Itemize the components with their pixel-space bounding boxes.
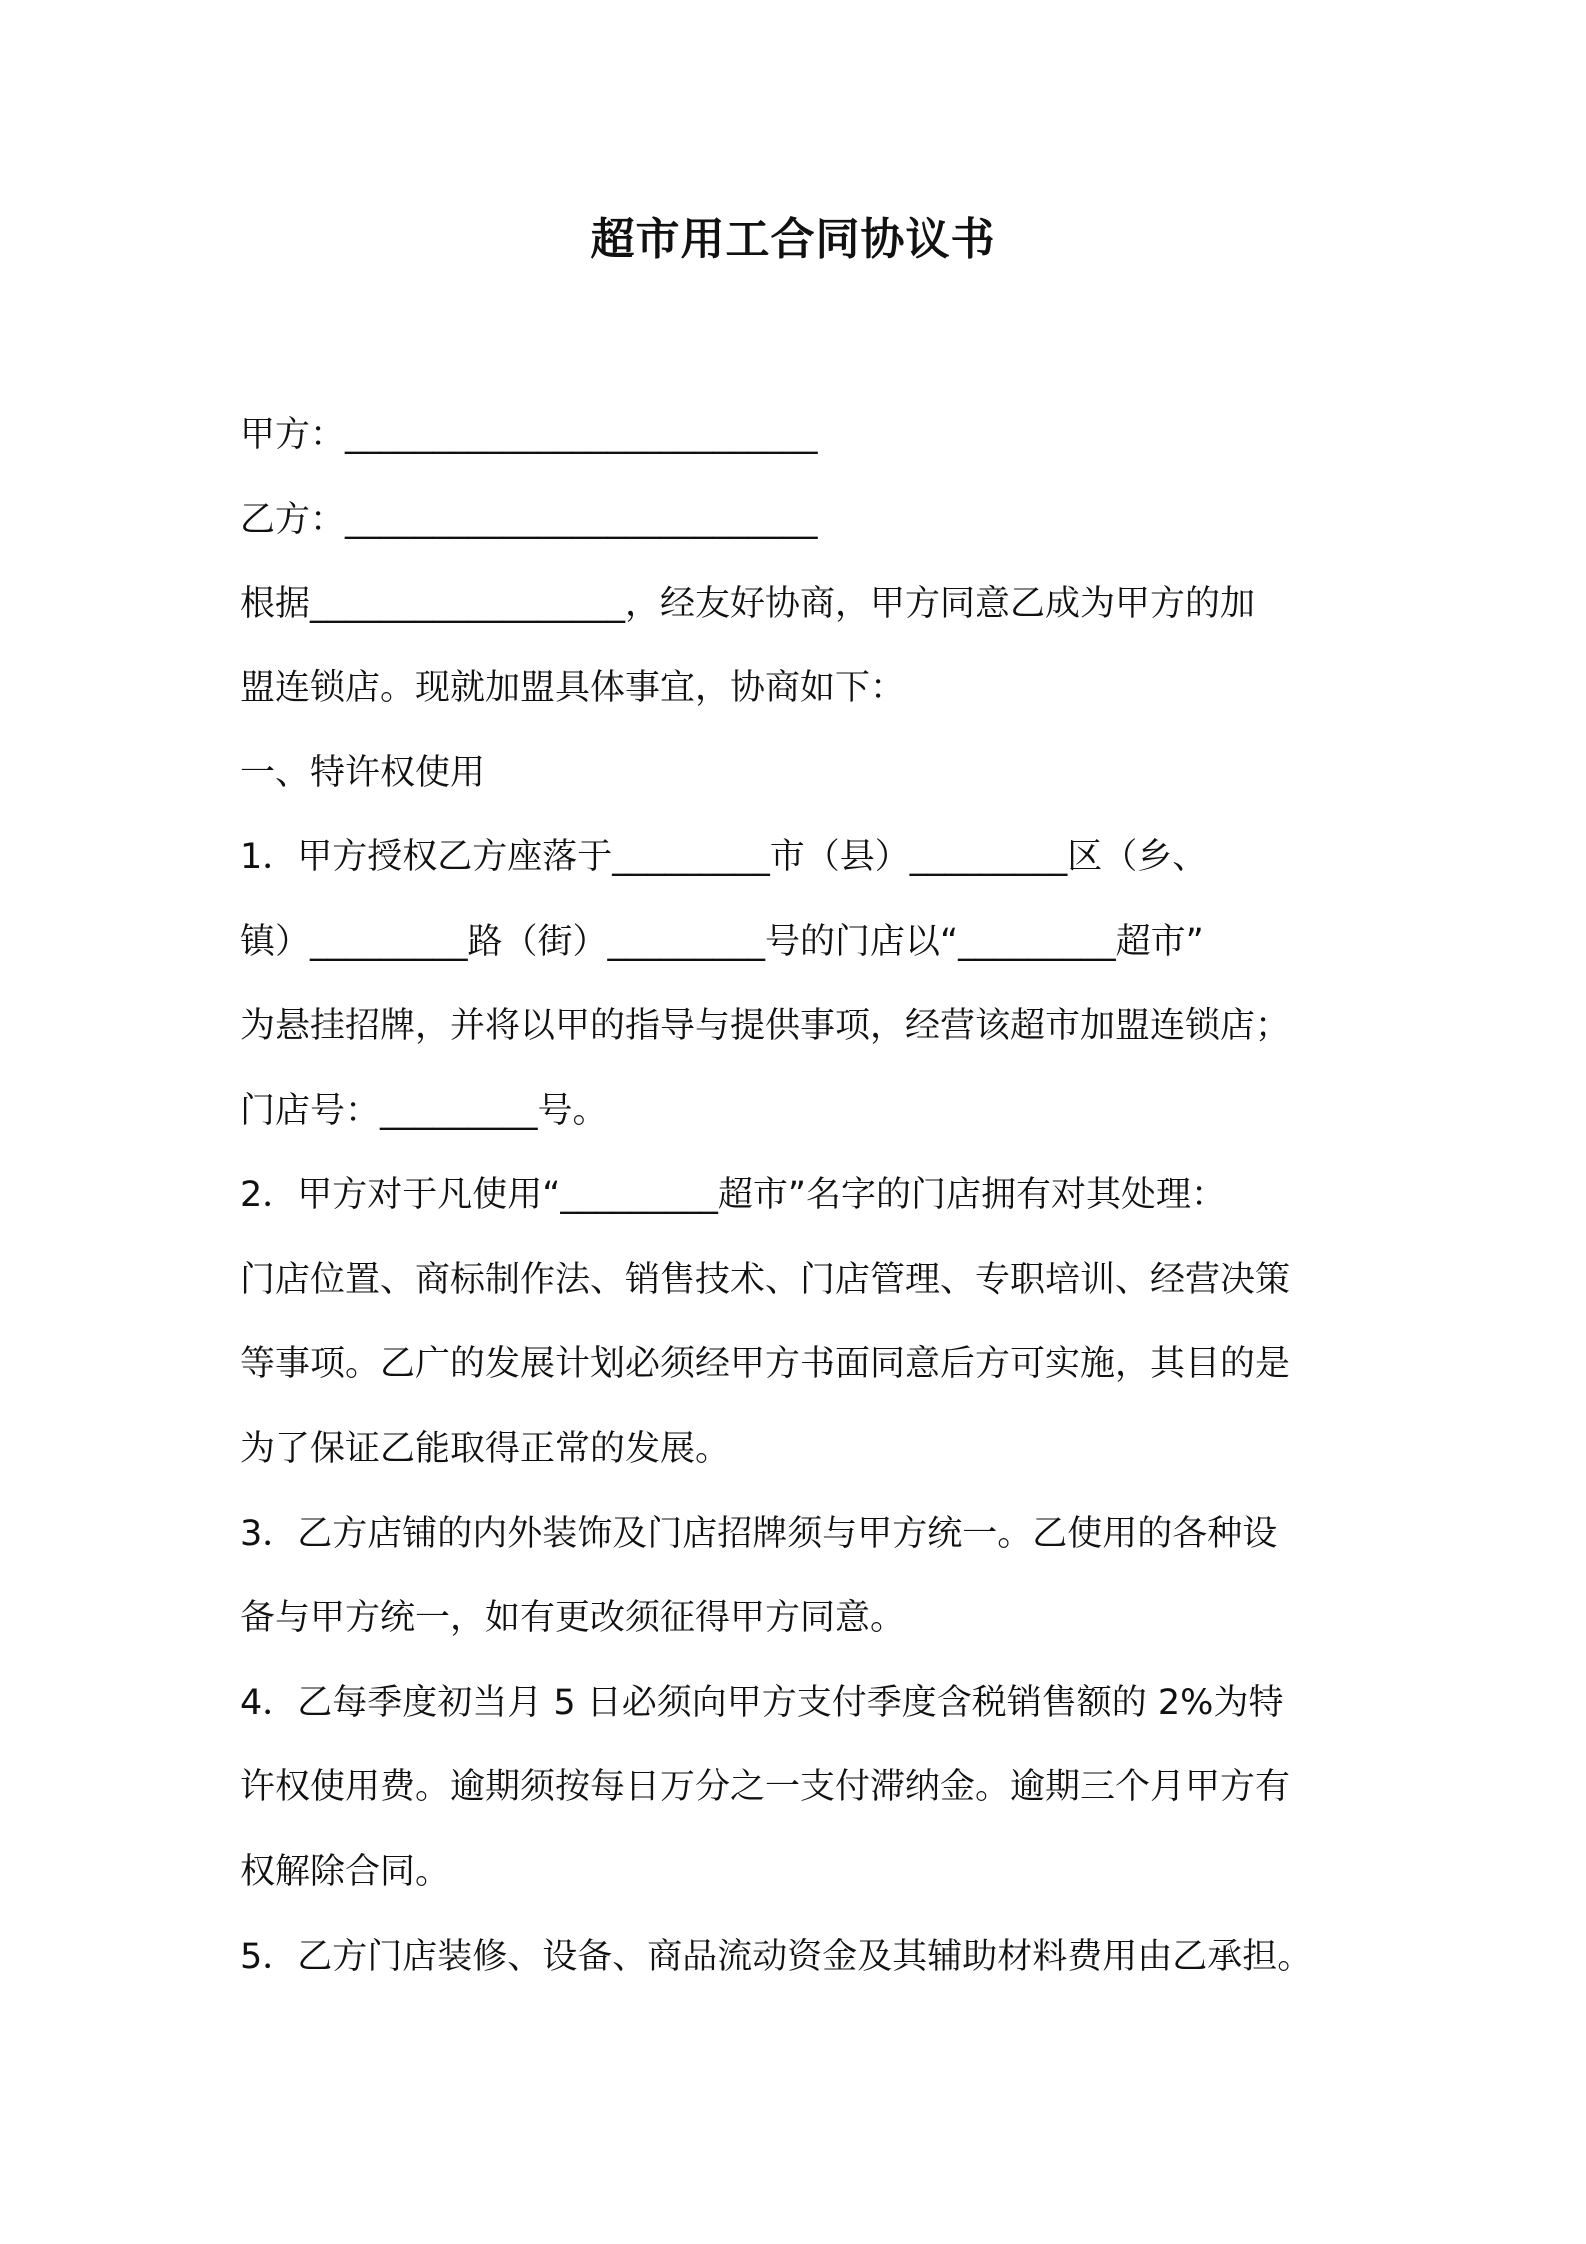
clause-3-line-1: 3．乙方店铺的内外装饰及门店招牌须与甲方统一。乙使用的各种设 <box>240 1514 1278 1554</box>
clause-1-line-1: 1．甲方授权乙方座落于_________市（县）_________区（乡、 <box>240 837 1208 877</box>
clause-4-line-3: 权解除合同。 <box>240 1852 451 1892</box>
clause-4-line-1: 4．乙每季度初当月 5 日必须向甲方支付季度含税销售额的 2%为特 <box>240 1683 1284 1723</box>
clause-2-line-1: 2．甲方对于凡使用“_________超市”名字的门店拥有对其处理： <box>240 1175 1227 1215</box>
clause-2-line-2: 门店位置、商标制作法、销售技术、门店管理、专职培训、经营决策 <box>240 1260 1291 1300</box>
clause-1-line-2: 镇）_________路（街）_________号的门店以“_________超市” <box>240 922 1204 962</box>
document-title: 超市用工合同协议书 <box>590 214 996 265</box>
clause-3-line-2: 备与甲方统一，如有更改须征得甲方同意。 <box>240 1598 906 1638</box>
party-b-line: 乙方：___________________________ <box>240 500 818 540</box>
clause-2-line-4: 为了保证乙能取得正常的发展。 <box>240 1429 731 1469</box>
clause-2-line-3: 等事项。乙广的发展计划必须经甲方书面同意后方可实施，其目的是 <box>240 1344 1291 1384</box>
party-a-line: 甲方：___________________________ <box>240 415 818 455</box>
preamble-line-1: 根据__________________，经友好协商，甲方同意乙成为甲方的加 <box>240 584 1256 624</box>
clause-5-line-1: 5．乙方门店装修、设备、商品流动资金及其辅助材料费用由乙承担。 <box>240 1937 1313 1977</box>
section-heading-1: 一、特许权使用 <box>240 753 486 793</box>
clause-1-line-4: 门店号：_________号。 <box>240 1091 608 1131</box>
preamble-line-2: 盟连锁店。现就加盟具体事宜，协商如下： <box>240 668 906 708</box>
clause-4-line-2: 许权使用费。逾期须按每日万分之一支付滞纳金。逾期三个月甲方有 <box>240 1767 1291 1807</box>
clause-1-line-3: 为悬挂招牌，并将以甲的指导与提供事项，经营该超市加盟连锁店； <box>240 1006 1291 1046</box>
